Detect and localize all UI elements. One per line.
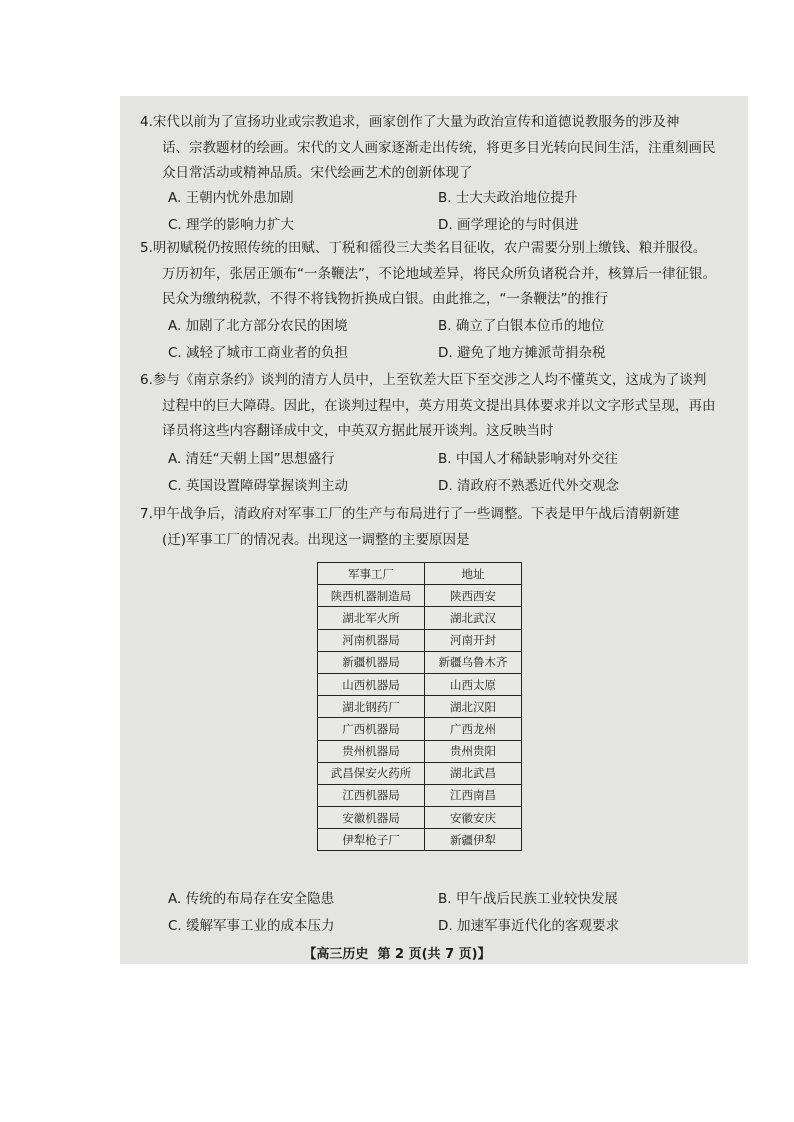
address-cell: 安徽安庆 <box>425 807 522 829</box>
option-d: D. 避免了地方摊派苛捐杂税 <box>438 345 606 361</box>
question-7-line: (迁)军事工厂的情况表。出现这一调整的主要原因是 <box>162 531 470 548</box>
option-b: B. 甲午战后民族工业较快发展 <box>438 891 618 907</box>
question-6 <box>140 368 730 445</box>
question-5-line: 民众为缴纳税款，不得不将钱物折换成白银。由此推之，“一条鞭法”的推行 <box>162 291 608 307</box>
table-row <box>318 829 522 851</box>
option-a: A. 传统的布局存在安全隐患 <box>168 891 335 907</box>
table-row <box>318 784 522 806</box>
table-row <box>318 696 522 718</box>
factory-cell: 湖北军火所 <box>318 607 425 629</box>
address-cell: 贵州贵阳 <box>425 740 522 762</box>
question-6-line: 6.参与《南京条约》谈判的清方人员中，上至钦差大臣下至交涉之人均不懂英文，这成为了谈判 <box>140 372 707 388</box>
factory-cell: 江西机器局 <box>318 784 425 806</box>
option-d: D. 画学理论的与时俱进 <box>438 217 579 233</box>
option-a: A. 清廷“天朝上国”思想盛行 <box>168 451 335 467</box>
option-c: C. 理学的影响力扩大 <box>168 217 295 233</box>
factory-cell: 河南机器局 <box>318 629 425 651</box>
question-6-options <box>168 446 728 500</box>
footer-page-number: 第 2 页(共 7 页) <box>377 947 478 962</box>
column-header-address: 地址 <box>425 563 522 585</box>
factory-cell: 陕西机器制造局 <box>318 585 425 607</box>
question-5 <box>140 236 730 313</box>
address-cell: 广西龙州 <box>425 718 522 740</box>
option-c: C. 英国设置障碍掌握谈判主动 <box>168 478 349 494</box>
table-row <box>318 762 522 784</box>
factory-cell: 武昌保安火药所 <box>318 762 425 784</box>
address-cell: 新疆伊犁 <box>425 829 522 851</box>
factory-cell: 伊犁枪子厂 <box>318 829 425 851</box>
question-5-line: 万历初年，张居正颁布“一条鞭法”，不论地域差异，将民众所负诸税合并，核算后一律征银。 <box>162 265 716 282</box>
table-row <box>318 673 522 695</box>
address-cell: 河南开封 <box>425 629 522 651</box>
question-6-line: 译员将这些内容翻译成中文，中英双方据此展开谈判。这反映当时 <box>162 423 554 439</box>
address-cell: 湖北武昌 <box>425 762 522 784</box>
option-b: B. 士大夫政治地位提升 <box>438 190 578 206</box>
question-4-line: 众日常活动或精神品质。宋代绘画艺术的创新体现了 <box>162 165 473 181</box>
address-cell: 江西南昌 <box>425 784 522 806</box>
address-cell: 湖北汉阳 <box>425 696 522 718</box>
question-6-line: 过程中的巨大障碍。因此，在谈判过程中，英方用英文提出具体要求并以文字形式呈现，再由 <box>162 397 716 414</box>
factory-cell: 安徽机器局 <box>318 807 425 829</box>
military-factory-table <box>317 562 522 851</box>
option-b: B. 确立了白银本位币的地位 <box>438 318 605 334</box>
table-row <box>318 740 522 762</box>
option-d: D. 加速军事近代化的客观要求 <box>438 918 619 934</box>
factory-cell: 湖北钢药厂 <box>318 696 425 718</box>
table-row <box>318 629 522 651</box>
table-row <box>318 651 522 673</box>
factory-cell: 贵州机器局 <box>318 740 425 762</box>
table-header-row <box>318 563 522 585</box>
question-7-line: 7.甲午战争后，清政府对军事工厂的生产与布局进行了一些调整。下表是甲午战后清朝新建 <box>140 506 680 522</box>
question-4 <box>140 110 730 187</box>
option-d: D. 清政府不熟悉近代外交观念 <box>438 478 619 494</box>
footer-subject: 高三历史 <box>316 947 369 962</box>
page-footer: 【高三历史 第 2 页(共 7 页)】 <box>303 947 491 962</box>
address-cell: 山西太原 <box>425 673 522 695</box>
table-row <box>318 607 522 629</box>
table-row <box>318 807 522 829</box>
address-cell: 陕西西安 <box>425 585 522 607</box>
option-b: B. 中国人才稀缺影响对外交往 <box>438 451 618 467</box>
question-4-options <box>168 185 728 239</box>
option-a: A. 王朝内忧外患加剧 <box>168 190 294 206</box>
option-a: A. 加剧了北方部分农民的困境 <box>168 318 348 334</box>
question-4-line: 话、宗教题材的绘画。宋代的文人画家逐渐走出传统，将更多目光转向民间生活，注重刻画民 <box>162 139 716 156</box>
address-cell: 新疆乌鲁木齐 <box>425 651 522 673</box>
factory-cell: 山西机器局 <box>318 673 425 695</box>
address-cell: 湖北武汉 <box>425 607 522 629</box>
option-c: C. 缓解军事工业的成本压力 <box>168 918 335 934</box>
table-row <box>318 718 522 740</box>
question-5-line: 5.明初赋税仍按照传统的田赋、丁税和徭役三大类名目征收，农户需要分别上缴钱、粮并服役。 <box>140 240 707 256</box>
factory-cell: 广西机器局 <box>318 718 425 740</box>
question-5-options <box>168 313 728 367</box>
table-row <box>318 585 522 607</box>
factory-cell: 新疆机器局 <box>318 651 425 673</box>
question-7 <box>140 502 730 553</box>
option-c: C. 减轻了城市工商业者的负担 <box>168 345 349 361</box>
question-7-options <box>168 886 728 940</box>
column-header-factory: 军事工厂 <box>318 563 425 585</box>
question-4-line: 4.宋代以前为了宣扬功业或宗教追求，画家创作了大量为政治宣传和道德说教服务的涉及神 <box>140 114 680 130</box>
